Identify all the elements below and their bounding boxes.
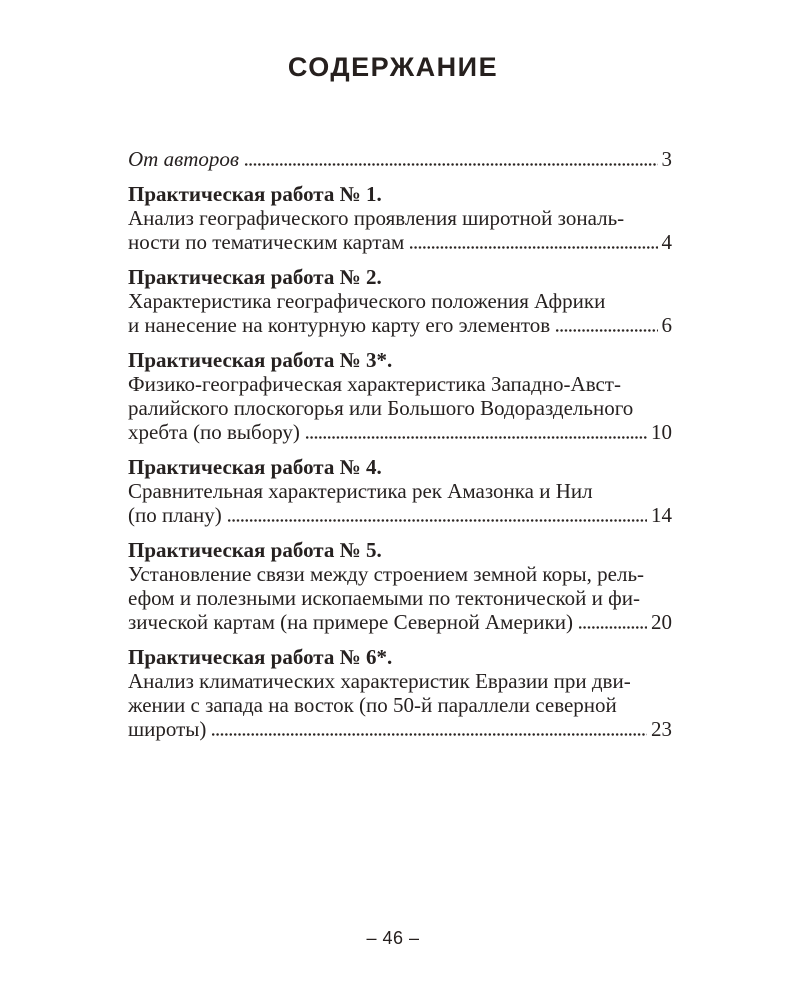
entry-page-number: 6: [661, 313, 672, 337]
dot-leader: [555, 320, 657, 332]
entry-last-line: [128, 313, 672, 337]
entry-last-line: [128, 610, 672, 634]
entry-line-text: и нанесение на контурную карту его элементов: [128, 313, 551, 337]
entry-page-number: 4: [661, 230, 672, 254]
toc-preface-row: [128, 147, 672, 171]
entry-heading: Практическая работа № 3*.: [128, 348, 393, 372]
toc-entry: [128, 265, 672, 337]
dot-leader: [305, 427, 647, 439]
table-of-contents: [128, 147, 672, 741]
preface-title: От авторов: [128, 147, 239, 171]
entry-page-number: 20: [651, 610, 672, 634]
dot-leader: [211, 724, 647, 736]
entry-body: [128, 669, 672, 741]
entry-last-line: [128, 230, 672, 254]
dot-leader: [578, 617, 647, 629]
entry-line: Анализ климатических характеристик Евразии при дви-: [128, 669, 631, 693]
toc-entry: [128, 182, 672, 254]
entry-body: [128, 479, 672, 527]
entry-page-number: 10: [651, 420, 672, 444]
entry-page-number: 23: [651, 717, 672, 741]
entry-line-text: зической картам (на примере Северной Америки): [128, 610, 573, 634]
entry-last-line: [128, 717, 672, 741]
entry-page-number: 14: [651, 503, 672, 527]
toc-entries: [128, 182, 672, 741]
entry-heading: Практическая работа № 4.: [128, 455, 382, 479]
entry-body: [128, 206, 672, 254]
toc-entry: [128, 455, 672, 527]
entry-line: Установление связи между строением земной коры, рель-: [128, 562, 645, 586]
entry-line: ефом и полезными ископаемыми по тектонической и фи-: [128, 586, 640, 610]
entry-body: [128, 289, 672, 337]
toc-entry: [128, 348, 672, 444]
entry-line: Физико-географическая характеристика Западно-Авст-: [128, 372, 621, 396]
entry-line-text: ности по тематическим картам: [128, 230, 405, 254]
entry-last-line: [128, 503, 672, 527]
entry-last-line: [128, 420, 672, 444]
page-title: СОДЕРЖАНИЕ: [287, 52, 499, 82]
entry-heading: Практическая работа № 5.: [128, 538, 382, 562]
entry-line: Характеристика географического положения Африки: [128, 289, 606, 313]
entry-heading: Практическая работа № 6*.: [128, 645, 393, 669]
entry-line: Анализ географического проявления широтной зональ-: [128, 206, 625, 230]
entry-heading: Практическая работа № 2.: [128, 265, 382, 289]
entry-line-text: (по плану): [128, 503, 222, 527]
entry-body: [128, 562, 672, 634]
toc-entry: [128, 538, 672, 634]
toc-entry: [128, 645, 672, 741]
entry-line-text: хребта (по выбору): [128, 420, 300, 444]
preface-page-number: 3: [661, 147, 672, 171]
entry-line: жении с запада на восток (по 50-й параллели северной: [128, 693, 617, 717]
entry-body: [128, 372, 672, 444]
entry-line-text: широты): [128, 717, 207, 741]
dot-leader: [409, 237, 657, 249]
entry-line: ралийского плоскогорья или Большого Водораздельного: [128, 396, 634, 420]
entry-line: Сравнительная характеристика рек Амазонка и Нил: [128, 479, 593, 503]
page-number-footer: – 46 –: [366, 928, 420, 948]
entry-heading: Практическая работа № 1.: [128, 182, 382, 206]
dot-leader: [244, 154, 658, 166]
dot-leader: [227, 510, 647, 522]
